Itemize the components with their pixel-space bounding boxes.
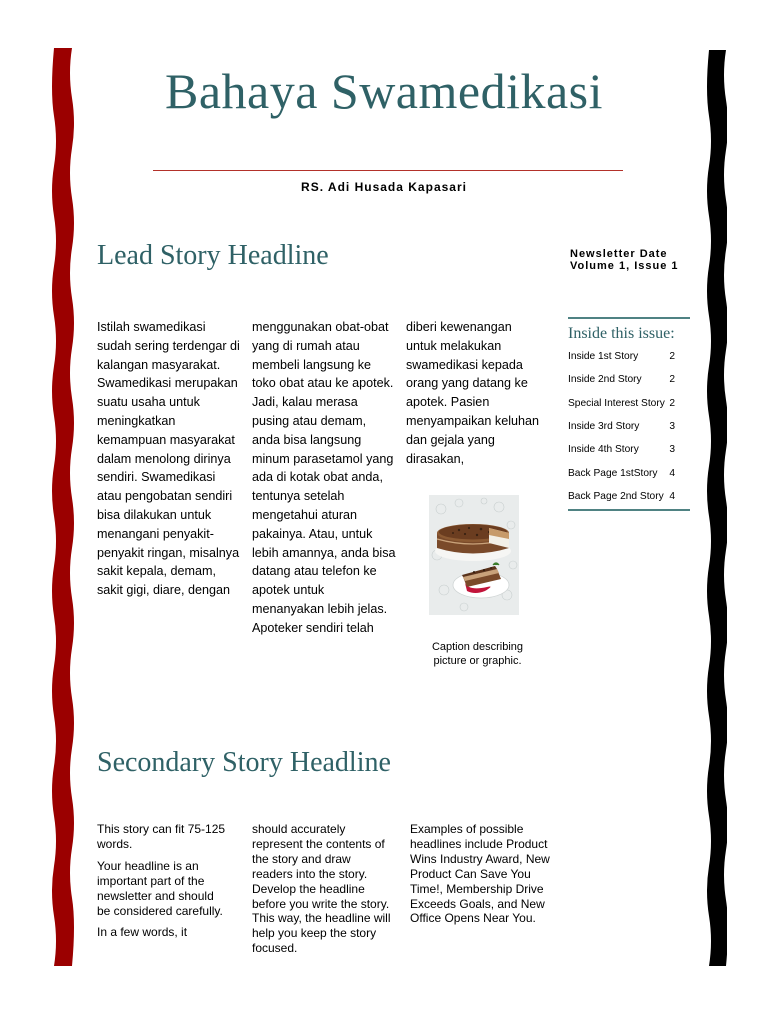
lead-story-column-1: Istilah swamedikasi sudah sering terdengar di kalangan masyarakat. Swamedikasi merupakan suatu usaha untuk meningkatkan kemampuan masyarakat dalam menolong dirinya sendiri. Swamedikasi atau pengobatan sendiri bisa dilakukan untuk menangani penyakit-penyakit ringan, misalnya sakit kepala, demam, sakit gigi, diare, dengan [97, 320, 240, 598]
secondary-paragraph: In a few words, it [97, 925, 188, 940]
secondary-story-column-2: should accurately represent the contents of the story and draw readers into the story. Develop the headline before you write the story. This way, the headline will help you keep the story focused. [252, 822, 391, 956]
volume-issue: Volume 1, Issue 1 [570, 260, 679, 272]
toc-item[interactable] [568, 368, 690, 391]
toc-item-label: Inside 1st Story [568, 351, 639, 363]
toc-item-label: Inside 3rd Story [568, 421, 640, 433]
toc-item-label: Inside 4th Story [568, 444, 639, 456]
inside-this-issue-box [568, 317, 690, 511]
newsletter-date-block [570, 248, 679, 272]
inside-this-issue-title: Inside this issue: [568, 325, 675, 342]
secondary-story-headline: Secondary Story Headline [97, 747, 391, 778]
lead-story-column-2-tail: Apoteker sendiri telah [252, 620, 374, 635]
newsletter-date: Newsletter Date [570, 248, 668, 260]
toc-item[interactable] [568, 438, 690, 461]
toc-item-label: Inside 2nd Story [568, 374, 642, 386]
toc-item-page: 4 [669, 490, 675, 502]
toc-item[interactable] [568, 485, 690, 508]
toc-item-label: Special Interest Story [568, 397, 665, 409]
lead-story-headline: Lead Story Headline [97, 240, 329, 271]
toc-top-rule [568, 317, 690, 319]
toc-item[interactable] [568, 461, 690, 484]
toc-item-label: Back Page 1stStory [568, 467, 658, 479]
toc-item-page: 2 [669, 397, 675, 409]
secondary-story-column-3: Examples of possible headlines include Product Wins Industry Award, New Product Can Save You Time!, Membership Drive Exceeds Goals, and New Office Opens Near You. [410, 822, 550, 926]
photo-caption: Caption describing picture or graphic. [431, 641, 524, 667]
newsletter-title: Bahaya Swamedikasi [164, 63, 604, 119]
secondary-paragraph: This story can fit 75-125 words. [97, 822, 226, 851]
toc-item[interactable] [568, 415, 690, 438]
toc-item-page: 2 [669, 351, 675, 363]
organization-name: RS. Adi Husada Kapasari [301, 180, 467, 194]
toc-item-page: 4 [669, 467, 675, 479]
toc-item[interactable] [568, 392, 690, 415]
secondary-story-column-1 [97, 822, 227, 947]
secondary-paragraph: Your headline is an important part of the newsletter and should be considered carefully. [97, 858, 223, 918]
toc-item-page: 3 [669, 444, 675, 456]
title-divider [153, 170, 623, 171]
toc-item-page: 2 [669, 374, 675, 386]
toc-item-label: Back Page 2nd Story [568, 490, 664, 502]
toc-list [568, 345, 690, 508]
lead-story-column-2 [252, 318, 397, 638]
lead-story-column-3: diberi kewenangan untuk melakukan swamedikasi kepada orang yang datang ke apotek. Pasien menyampaikan keluhan dan gejala yang dirasakan, [406, 320, 540, 466]
lead-story-column-2-text: menggunakan obat-obat yang di rumah atau membeli langsung ke toko obat atau ke apotek. Jadi, kalau merasa pusing atau demam, anda bisa langsung minum parasetamol yang ada di kotak obat anda, tentunya setelah mengetahui aturan pakainya. Atau, untuk lebih amannya, anda bisa datang atau telefon ke apotek untuk menanyakan lebih jelas. [252, 320, 396, 616]
toc-item[interactable] [568, 345, 690, 368]
cake-photo [429, 495, 519, 615]
toc-item-page: 3 [669, 421, 675, 433]
toc-bottom-rule [568, 509, 690, 511]
